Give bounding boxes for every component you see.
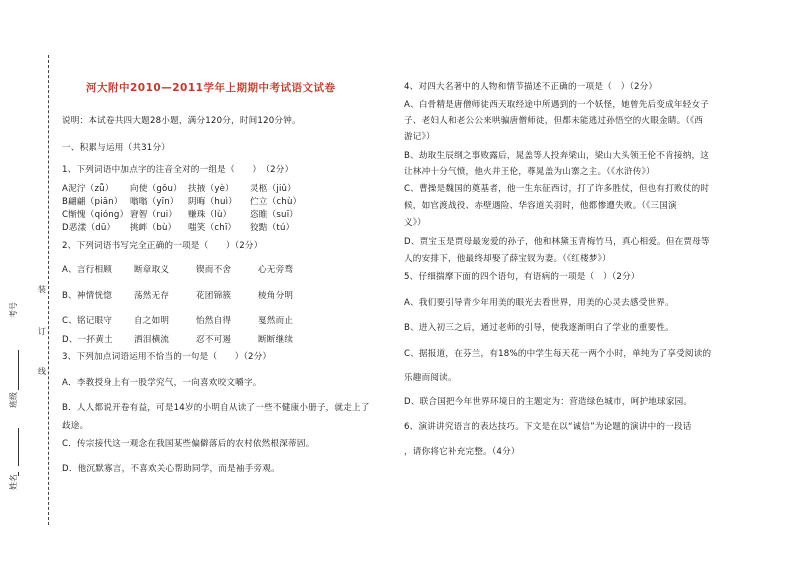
q2-cell: 花团锦簇 [196, 291, 232, 301]
q2-cell: 棱角分明 [258, 291, 294, 301]
question-6-stem-line2: ，请你将它补充完整。（4分） [404, 447, 520, 457]
class-label: 班级 [9, 392, 18, 408]
q3-option-b-line2: 歧途。 [62, 421, 89, 431]
exam-instructions: 说明：本试卷共四大题28小题，满分120分，时间120分钟。 [62, 116, 301, 126]
q2-cell: 锲而不舍 [196, 265, 232, 275]
name-line [18, 472, 19, 476]
q1-cell: D恶漾（dū） [62, 223, 116, 233]
exam-number-label: 考号 [9, 302, 18, 318]
q4-option-c-line1: C、曹操是魏国的奠基者，他一生东征西讨，打了许多胜仗，但也有打败仗的时 [404, 184, 710, 194]
exam-title: 河大附中2010—2011学年上期期中考试语文试卷 [86, 82, 336, 94]
q1-cell: 伫立（chù） [250, 197, 302, 207]
binding-dashed-line [48, 55, 49, 525]
q1-cell: 恣睢（suī） [250, 210, 299, 220]
question-3-stem: 3、下列加点词语运用不恰当的一句是（ ）（2分） [62, 352, 272, 362]
q1-cell: 灵柩（jiǔ） [250, 184, 296, 194]
q5-option-d: D、联合国把今年世界环境日的主题定为：营造绿色城市，呵护地球家园。 [404, 397, 693, 407]
q4-option-c-line3: 义》） [404, 218, 427, 228]
section-heading: 一、积累与运用（共31分） [62, 143, 171, 153]
q1-cell: A泥泞（zǖ） [62, 184, 114, 194]
q2-cell: B、神情恍惚 [62, 291, 113, 301]
q2-cell: 怡然自得 [196, 316, 232, 326]
q2-cell: 断章取义 [134, 265, 170, 275]
q4-option-b-line2: 让林冲十分气愤，他火并王伦，尊晁盖为山寨之主。（《水浒传》） [404, 167, 655, 177]
q2-cell: 心无旁骛 [258, 265, 294, 275]
q1-cell: 扶掖（yè） [188, 184, 234, 194]
q2-cell: 忍不可遏 [196, 335, 232, 345]
q3-option-d: D．他沉默寡言，不喜欢关心帮助同学，而是袖手旁观。 [62, 464, 280, 474]
q5-option-c-line1: C、据报道，在芬兰，有18%的中学生每天花一两个小时，单纯为了享受阅读的 [404, 349, 712, 359]
q2-cell: C、铭记眼守 [62, 316, 113, 326]
q4-option-d-line2: 人的安排下，他最终却娶了薛宝钗为妻。（《红楼梦》） [404, 254, 611, 264]
binding-char-zhuang: 装 [38, 285, 46, 294]
q3-option-b-line1: B．人人都说开卷有益，可是14岁的小明自从读了一些不健康小册子，就走上了 [62, 403, 370, 413]
q1-cell: 阴晦（huì） [188, 197, 238, 207]
q1-cell: 嗡嗡（yīn） [130, 197, 179, 207]
class-line [18, 428, 19, 466]
q1-cell: 挑衅（bù） [130, 223, 177, 233]
q1-cell: C惭愧（qióng） [62, 210, 129, 220]
q4-option-a-line1: A、白骨精是唐僧师徒西天取经途中所遇到的一个妖怪，她曾先后变成年轻女子 [404, 100, 710, 110]
q1-cell: 狡黠（tú） [250, 223, 295, 233]
q5-option-b: B、进入初三之后，通过老师的引导，使我逐渐明白了学业的重要性。 [404, 323, 674, 333]
q5-option-a: A、我们要引导青少年用美的眼光去看世界，用美的心灵去感受世界。 [404, 298, 674, 308]
q4-option-a-line3: 游记》） [404, 132, 435, 142]
question-4-stem: 4、对四大名著中的人物和情节描述不正确的一项是（ ）（2分） [404, 82, 658, 92]
q4-option-c-line2: 候，如官渡战役、赤壁遇险、华容道关羽时，他都惨遭失败。（《三国演 [404, 201, 677, 211]
q5-option-c-line2: 乐趣而阅读。 [404, 373, 457, 383]
q1-cell: 窘智（rui） [130, 210, 178, 220]
q4-option-d-line1: D、贾宝玉是贾母最宠爱的孙子，他和林黛玉青梅竹马，真心相爱。但在贾母等 [404, 237, 710, 247]
q2-cell: 自之如明 [134, 316, 170, 326]
question-2-stem: 2、下列词语书写完全正确的一项是（ ）（2分） [62, 241, 263, 251]
q2-cell: 断断继续 [258, 335, 294, 345]
q4-option-a-line2: 子、老妇人和老公公来哄骗唐僧师徒，但都未能逃过孙悟空的火眼金睛。（《西 [404, 116, 704, 126]
q1-cell: 向使（gǒu） [130, 184, 182, 194]
binding-char-xian: 线 [38, 367, 46, 376]
q1-cell: B翩翩（piān） [62, 197, 123, 207]
question-6-stem-line1: 6、演讲讲究语言的表达技巧。下文是在以“诚信”为论题的演讲中的一段话 [404, 422, 692, 432]
q4-option-b-line1: B、劫取生辰纲之事败露后，晁盖等人投奔梁山，梁山大头领王伦不肯接纳，这 [404, 151, 710, 161]
q1-cell: 嗤笑（chī） [188, 223, 237, 233]
q2-cell: D、一抔黄土 [62, 335, 113, 345]
q2-cell: 洒泪横流 [134, 335, 170, 345]
binding-char-ding: 订 [38, 327, 46, 336]
question-5-stem: 5、仔细揣摩下面的四个语句，有语病的一项是（ ）（2分） [404, 272, 640, 282]
question-1-stem: 1、下列词语中加点字的注音全对的一组是（ ） （2分） [62, 165, 294, 175]
q2-cell: 荡然无存 [134, 291, 170, 301]
q3-option-c: C．传宗接代这一观念在我国某些偏僻落后的农村依然根深蒂固。 [62, 439, 315, 449]
exam-number-line [18, 350, 19, 390]
q2-cell: A、言行相顾 [62, 265, 113, 275]
name-label: 姓名 [9, 474, 18, 490]
q1-cell: 赚珠（lù） [188, 210, 232, 220]
q2-cell: 戛然而止 [258, 316, 294, 326]
q3-option-a: A．李教授身上有一股学究气，一向喜欢咬文嚼字。 [62, 378, 262, 388]
